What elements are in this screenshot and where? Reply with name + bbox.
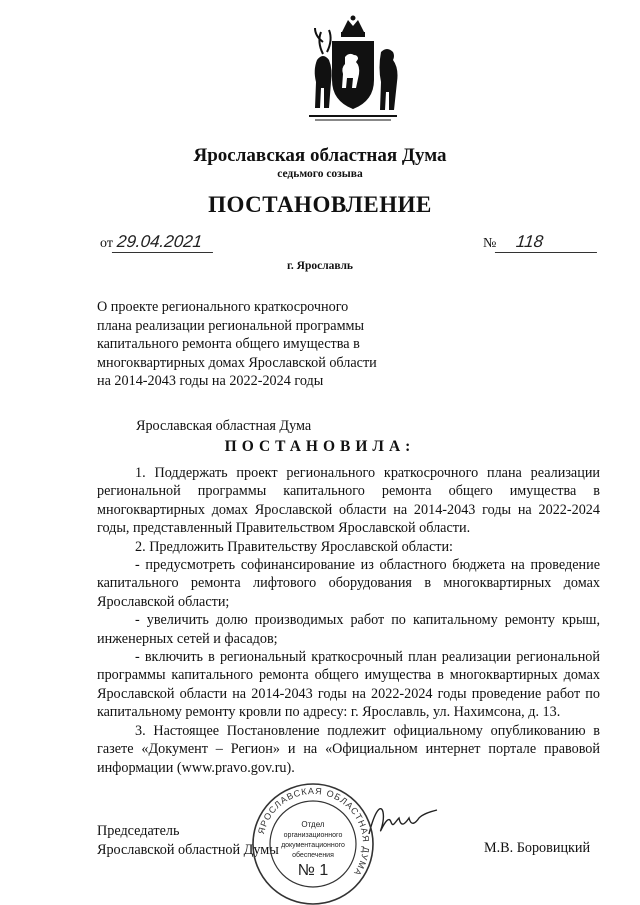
stamp-line: организационного [283,832,343,839]
signatory-name: М.В. Боровицкий [484,840,591,856]
stamp-line: документационного [281,842,345,849]
document-body [97,464,600,777]
organization-name: Ярославская областная Дума [193,145,447,166]
paragraph: - включить в региональный краткосрочный план реализации региональной программы капитального ремонта общего имущества в многоквартирных домах Ярославской области на 2014-2043 годы на 2022-2024 годы проведение работ по капитальному ремонту кровли по адресу: г. Ярославль, ул. Нахимсона, д. 13. [97,649,600,721]
number-prefix: № [483,236,497,251]
paragraph: 1. Поддержать проект регионального краткосрочного плана реализации региональной программы капитального ремонта общего имущества в многоквартирных домах Ярославской области на 2014-2043 годы на 2022-2024 годы, представленный Правительством Ярославской области. [97,465,600,537]
document-date [100,232,214,253]
paragraph: 3. Настоящее Постановление подлежит официальному опубликованию в газете «Документ – Регион» и на «Официальном интернет портале правовой информации (www.pravo.gov.ru). [97,722,600,776]
document-subject: О проекте регионального краткосрочного плана реализации региональной программы капитального ремонта общего имущества в многоквартирных домах Ярославской области на 2014-2043 годы на 2022-2024 годы [97,299,377,389]
city: г. Ярославль [286,260,354,272]
stamp-ring-text: ЯРОСЛАВСКАЯ ОБЛАСТНАЯ ДУМА [256,785,372,879]
convocation: седьмого созыва [277,168,363,180]
document-type: ПОСТАНОВЛЕНИЕ [208,192,432,217]
council-name: Ярославская областная Дума [136,418,312,434]
stamp-line: Отдел [301,820,325,829]
decision-heading: ПОСТАНОВИЛА: [224,438,416,455]
document-number [483,232,598,253]
yaroslavl-coat-of-arms-icon [295,12,411,130]
paragraph: - предусмотреть софинансирование из областного бюджета на проведение капитального ремонта лифтового оборудования в многоквартирных домах Ярославской области; [97,557,600,610]
date-value: 29.04.2021 [112,232,215,253]
signatory-position: Председатель Ярославской областной Думы [97,823,279,858]
paragraph: - увеличить долю производимых работ по капитальному ремонту крыш, инженерных сетей и фасадов; [97,612,600,647]
number-value: 118 [495,232,599,253]
official-stamp [248,783,378,905]
paragraph: 2. Предложить Правительству Ярославской области: [135,538,453,555]
stamp-line: обеспечения [292,852,334,859]
stamp-number: № 1 [297,862,329,879]
date-prefix: от [100,236,113,251]
